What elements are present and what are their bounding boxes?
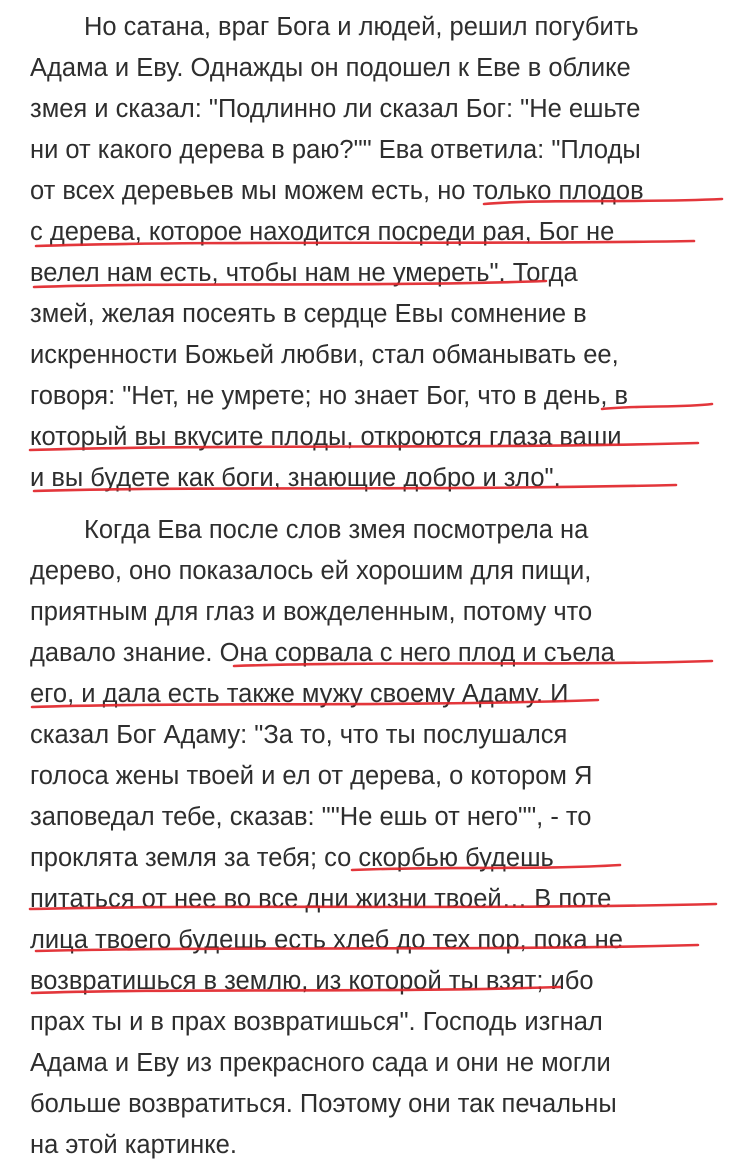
underlined-segment: велел нам есть, чтобы нам не умереть bbox=[30, 259, 490, 287]
text-segment: давало знание. bbox=[30, 639, 220, 667]
text-segment: говоря: "Нет, не умрете; но знает Бог, что bbox=[30, 382, 524, 410]
text-segment: змей, желая посеять в сердце Евы сомнение в bbox=[30, 300, 587, 328]
text-line bbox=[30, 879, 720, 919]
text-line bbox=[30, 458, 720, 498]
text-segment: прах ты и в прах возвратишься". Господь изгнал bbox=[30, 1008, 603, 1036]
text-line bbox=[30, 961, 720, 1001]
underlined-segment: питаться от нее во все дни жизни твоей… В поте bbox=[30, 885, 612, 913]
text-segment: змея и сказал: "Подлинно ли сказал Бог: "Не ешьте bbox=[30, 95, 641, 123]
text-segment: . И bbox=[536, 680, 569, 708]
text-line bbox=[30, 715, 720, 755]
text-line bbox=[30, 48, 720, 88]
text-line bbox=[30, 294, 720, 334]
text-segment: на этой картинке. bbox=[30, 1131, 237, 1159]
text-line bbox=[30, 551, 720, 591]
text-line bbox=[30, 920, 720, 960]
text-line bbox=[30, 1002, 720, 1042]
text-segment: сказал Бог Адаму: "За то, что ты послушался bbox=[30, 721, 568, 749]
text-segment: от всех деревьев мы можем есть, bbox=[30, 177, 438, 205]
text-line bbox=[30, 335, 720, 375]
underlined-segment: его, и дала есть также мужу своему Адаму bbox=[30, 680, 536, 708]
underlined-segment: но только плодов bbox=[437, 177, 644, 205]
underlined-segment: возвратишься в землю, из которой ты взят bbox=[30, 967, 537, 995]
text-segment: приятным для глаз и вожделенным, потому что bbox=[30, 598, 593, 626]
text-line bbox=[84, 7, 720, 47]
text-line bbox=[30, 253, 720, 293]
text-segment: голоса жены твоей и ел от дерева, о котором Я bbox=[30, 762, 593, 790]
text-line bbox=[30, 417, 720, 457]
underlined-segment: с дерева, которое находится посреди рая, Бог не bbox=[30, 218, 615, 246]
text-line bbox=[30, 838, 720, 878]
text-line bbox=[30, 1084, 720, 1124]
underlined-segment: со скорбью будешь bbox=[324, 844, 554, 872]
text-line bbox=[30, 376, 720, 416]
text-line bbox=[30, 797, 720, 837]
text-segment: заповедал тебе, сказав: ""Не ешь от него"", - то bbox=[30, 803, 592, 831]
text-segment: ". Тогда bbox=[489, 259, 578, 287]
text-line bbox=[30, 633, 720, 673]
text-segment: дерево, оно показалось ей хорошим для пищи, bbox=[30, 557, 592, 585]
text-segment: Адама и Еву из прекрасного сада и они не могли bbox=[30, 1049, 611, 1077]
text-line bbox=[30, 212, 720, 252]
underlined-segment: который вы вкусите плоды, откроются глаза ваши bbox=[30, 423, 622, 451]
text-segment: ". bbox=[544, 464, 561, 492]
text-segment: ; ибо bbox=[536, 967, 594, 995]
text-segment: ни от какого дерева в раю?"" Ева ответила: "Плоды bbox=[30, 136, 641, 164]
text-segment: больше возвратиться. Поэтому они так печальны bbox=[30, 1090, 617, 1118]
underlined-segment: лица твоего будешь есть хлеб до тех пор, пока не bbox=[30, 926, 623, 954]
text-line bbox=[30, 756, 720, 796]
text-segment: Когда Ева после слов змея посмотрела на bbox=[84, 516, 589, 544]
underlined-segment: в день, в bbox=[523, 382, 629, 410]
text-line bbox=[30, 592, 720, 632]
underlined-segment: и вы будете как боги, знающие добро и зло bbox=[30, 464, 545, 492]
text-segment: Но сатана, враг Бога и людей, решил погубить bbox=[84, 13, 639, 41]
text-line bbox=[30, 171, 720, 211]
underlined-segment: Она сорвала с него плод и съела bbox=[219, 639, 615, 667]
text-line bbox=[30, 130, 720, 170]
text-line bbox=[30, 1125, 720, 1165]
text-segment: проклята земля за тебя; bbox=[30, 844, 325, 872]
text-line bbox=[30, 1043, 720, 1083]
text-segment: искренности Божьей любви, стал обманывать ее, bbox=[30, 341, 619, 369]
text-line bbox=[30, 89, 720, 129]
text-line bbox=[30, 674, 720, 714]
text-segment: Адама и Еву. Однажды он подошел к Еве в облике bbox=[30, 54, 631, 82]
text-line bbox=[84, 510, 720, 550]
